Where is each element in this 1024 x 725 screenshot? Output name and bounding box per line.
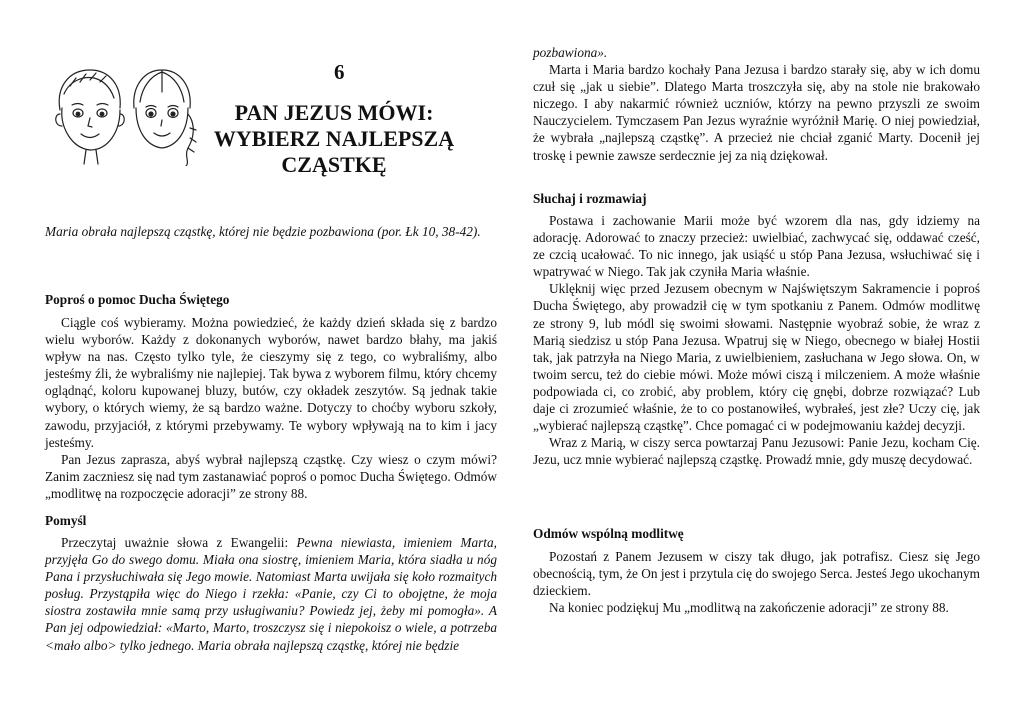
- section-heading-pomysl: Pomyśl: [45, 513, 87, 528]
- children-illustration: [50, 58, 198, 166]
- gospel-quote-end: pozbawiona».: [533, 45, 608, 60]
- paragraph: Pan Jezus zaprasza, abyś wybrał najlepszą cząstkę. Czy wiesz o czym mówi? Zanim zaczniesz się nad tym zastanawiać poproś o pomoc Ducha Świętego. Odmów „modlitwę na rozpoczęcie adoracji” ze strony 88.: [45, 451, 497, 501]
- paragraph: Pozostań z Panem Jezusem w ciszy tak długo, jak potrafisz. Ciesz się Jego obecnością, tym, że On jest i przytula cię do swojego Serca. Jesteś Jego ukochanym dzieckiem.: [533, 549, 980, 599]
- chapter-title: [200, 100, 468, 178]
- paragraph: Uklęknij więc przed Jezusem obecnym w Najświętszym Sakramencie i poproś Ducha Świętego, aby prowadził cię w tym spotkaniu z Panem. Odmów modlitwę ze strony 9, lub módl się swoimi słowami. Następnie wyobraź sobie, że wraz z Marią siedzisz u stóp Pana Jezusa. Wpatruj się w Niego, obecnego w białej Hostii tak, jak patrzyła na Niego Maria, z uwielbieniem, zasłuchana w Jego słowa. On, w twoim sercu, też do ciebie mówi. Może mówi ciszą i milczeniem. A może właśnie podpowiada ci, co zrobić, aby problem, który cię gnębi, dobrze rozwiązać? Lub daje ci zrozumieć właśnie, że to co postanowiłeś, wybrałeś, jest złe? Uczy cię, jak „wybierać najlepszą cząstkę”. Chce pomagać ci w podejmowaniu każdej decyzji.: [533, 281, 980, 434]
- motto: Maria obrała najlepszą cząstkę, której nie będzie pozbawiona (por. Łk 10, 38-42).: [45, 224, 481, 239]
- paragraph: Na koniec podziękuj Mu „modlitwą na zakończenie adoracji” ze strony 88.: [549, 600, 949, 616]
- section-heading-sluchaj: Słuchaj i rozmawiaj: [533, 191, 647, 206]
- section-pomysl-continued: [533, 44, 980, 164]
- chapter-number: 6: [334, 60, 345, 84]
- chapter-title-line: CZĄSTKĘ: [281, 152, 387, 177]
- paragraph: [45, 534, 497, 654]
- chapter-title-line: WYBIERZ NAJLEPSZĄ: [213, 126, 455, 151]
- paragraph: Postawa i zachowanie Marii może być wzorem dla nas, gdy idziemy na adorację. Adorować to znaczy przecież: uwielbiać, zachwycać się, oddawać cześć, ze czcią ucałować. To nic innego, jak usiąść u stóp Pana Jezusa, wsłuchiwać się i wpatrywać w Niego. Tak jak czyniła Maria właśnie.: [533, 213, 980, 280]
- section-odmow-body: [533, 548, 980, 616]
- paragraph: Ciągle coś wybieramy. Można powiedzieć, że każdy dzień składa się z bardzo wielu wyborów. Każdy z dokonanych wyborów, nawet bardzo błahy, ma jakiś wpływ na nas. Często tylko tyle, że cieszymy się z tego, co wybraliśmy, albo jesteśmy źli, że wybraliśmy nie najlepiej. Tak bywa z wyborem filmu, który chcemy oglądnąć, koloru kupowanej bluzy, butów, czy okładek zeszytów. Są jednak takie wybory, o których wiemy, że są bardzo ważne. Dotyczy to choćby wyboru szkoły, zawodu, przyjaciół, z którymi przebywamy. Te wybory wpływają na to kim i jacy jesteśmy.: [45, 315, 497, 450]
- chapter-title-line: PAN JEZUS MÓWI:: [234, 100, 434, 125]
- section-heading-odmow: Odmów wspólną modlitwę: [533, 526, 684, 541]
- paragraph: Wraz z Marią, w ciszy serca powtarzaj Panu Jezusowi: Panie Jezu, kocham Cię. Jezu, ucz mnie wybierać najlepszą cząstkę. Prowadź mnie, gdy muszę decydować.: [533, 435, 980, 468]
- section-heading-popros: Poproś o pomoc Ducha Świętego: [45, 292, 230, 307]
- section-popros-body: [45, 314, 497, 502]
- gospel-intro: Przeczytaj uważnie słowa z Ewangelii:: [61, 535, 297, 550]
- section-sluchaj-body: [533, 212, 980, 468]
- gospel-quote: Pewna niewiasta, imieniem Marta, przyjęła Go do swego domu. Miała ona siostrę, imieniem Maria, która siadła u nóg Pana i przysłuchiwała się Jego mowie. Natomiast Marta uwijała się koło rozmaitych posług. Przystąpiła więc do Niego i rzekła: «Panie, czy Ci to obojętne, że moja siostra zostawiła mnie samą przy usługiwaniu? Powiedz jej, żeby mi pomogła». A Pan jej odpowiedział: «Marto, Marto, troszczysz się i niepokoisz o wiele, a potrzeba <mało albo> tylko jednego. Maria obrała najlepszą cząstkę, której nie będzie: [45, 535, 497, 653]
- paragraph: Marta i Maria bardzo kochały Pana Jezusa i bardzo starały się, aby w ich domu czuł się „jak u siebie”. Dlatego Marta troszczyła się, aby na stole nie brakowało niczego. I aby nakarmić również uczniów, którzy na pewno przyszli ze swoim Nauczycielem. Tymczasem Pan Jezus wyraźnie wyróżnił Marię. O niej powiedział, że wybrała „najlepszą cząstkę”. A przecież nie chciał zganić Marty. Docenił jej troskę i pewnie zawsze serdecznie jej za nią dziękował.: [533, 62, 980, 163]
- section-pomysl-body: [45, 534, 497, 654]
